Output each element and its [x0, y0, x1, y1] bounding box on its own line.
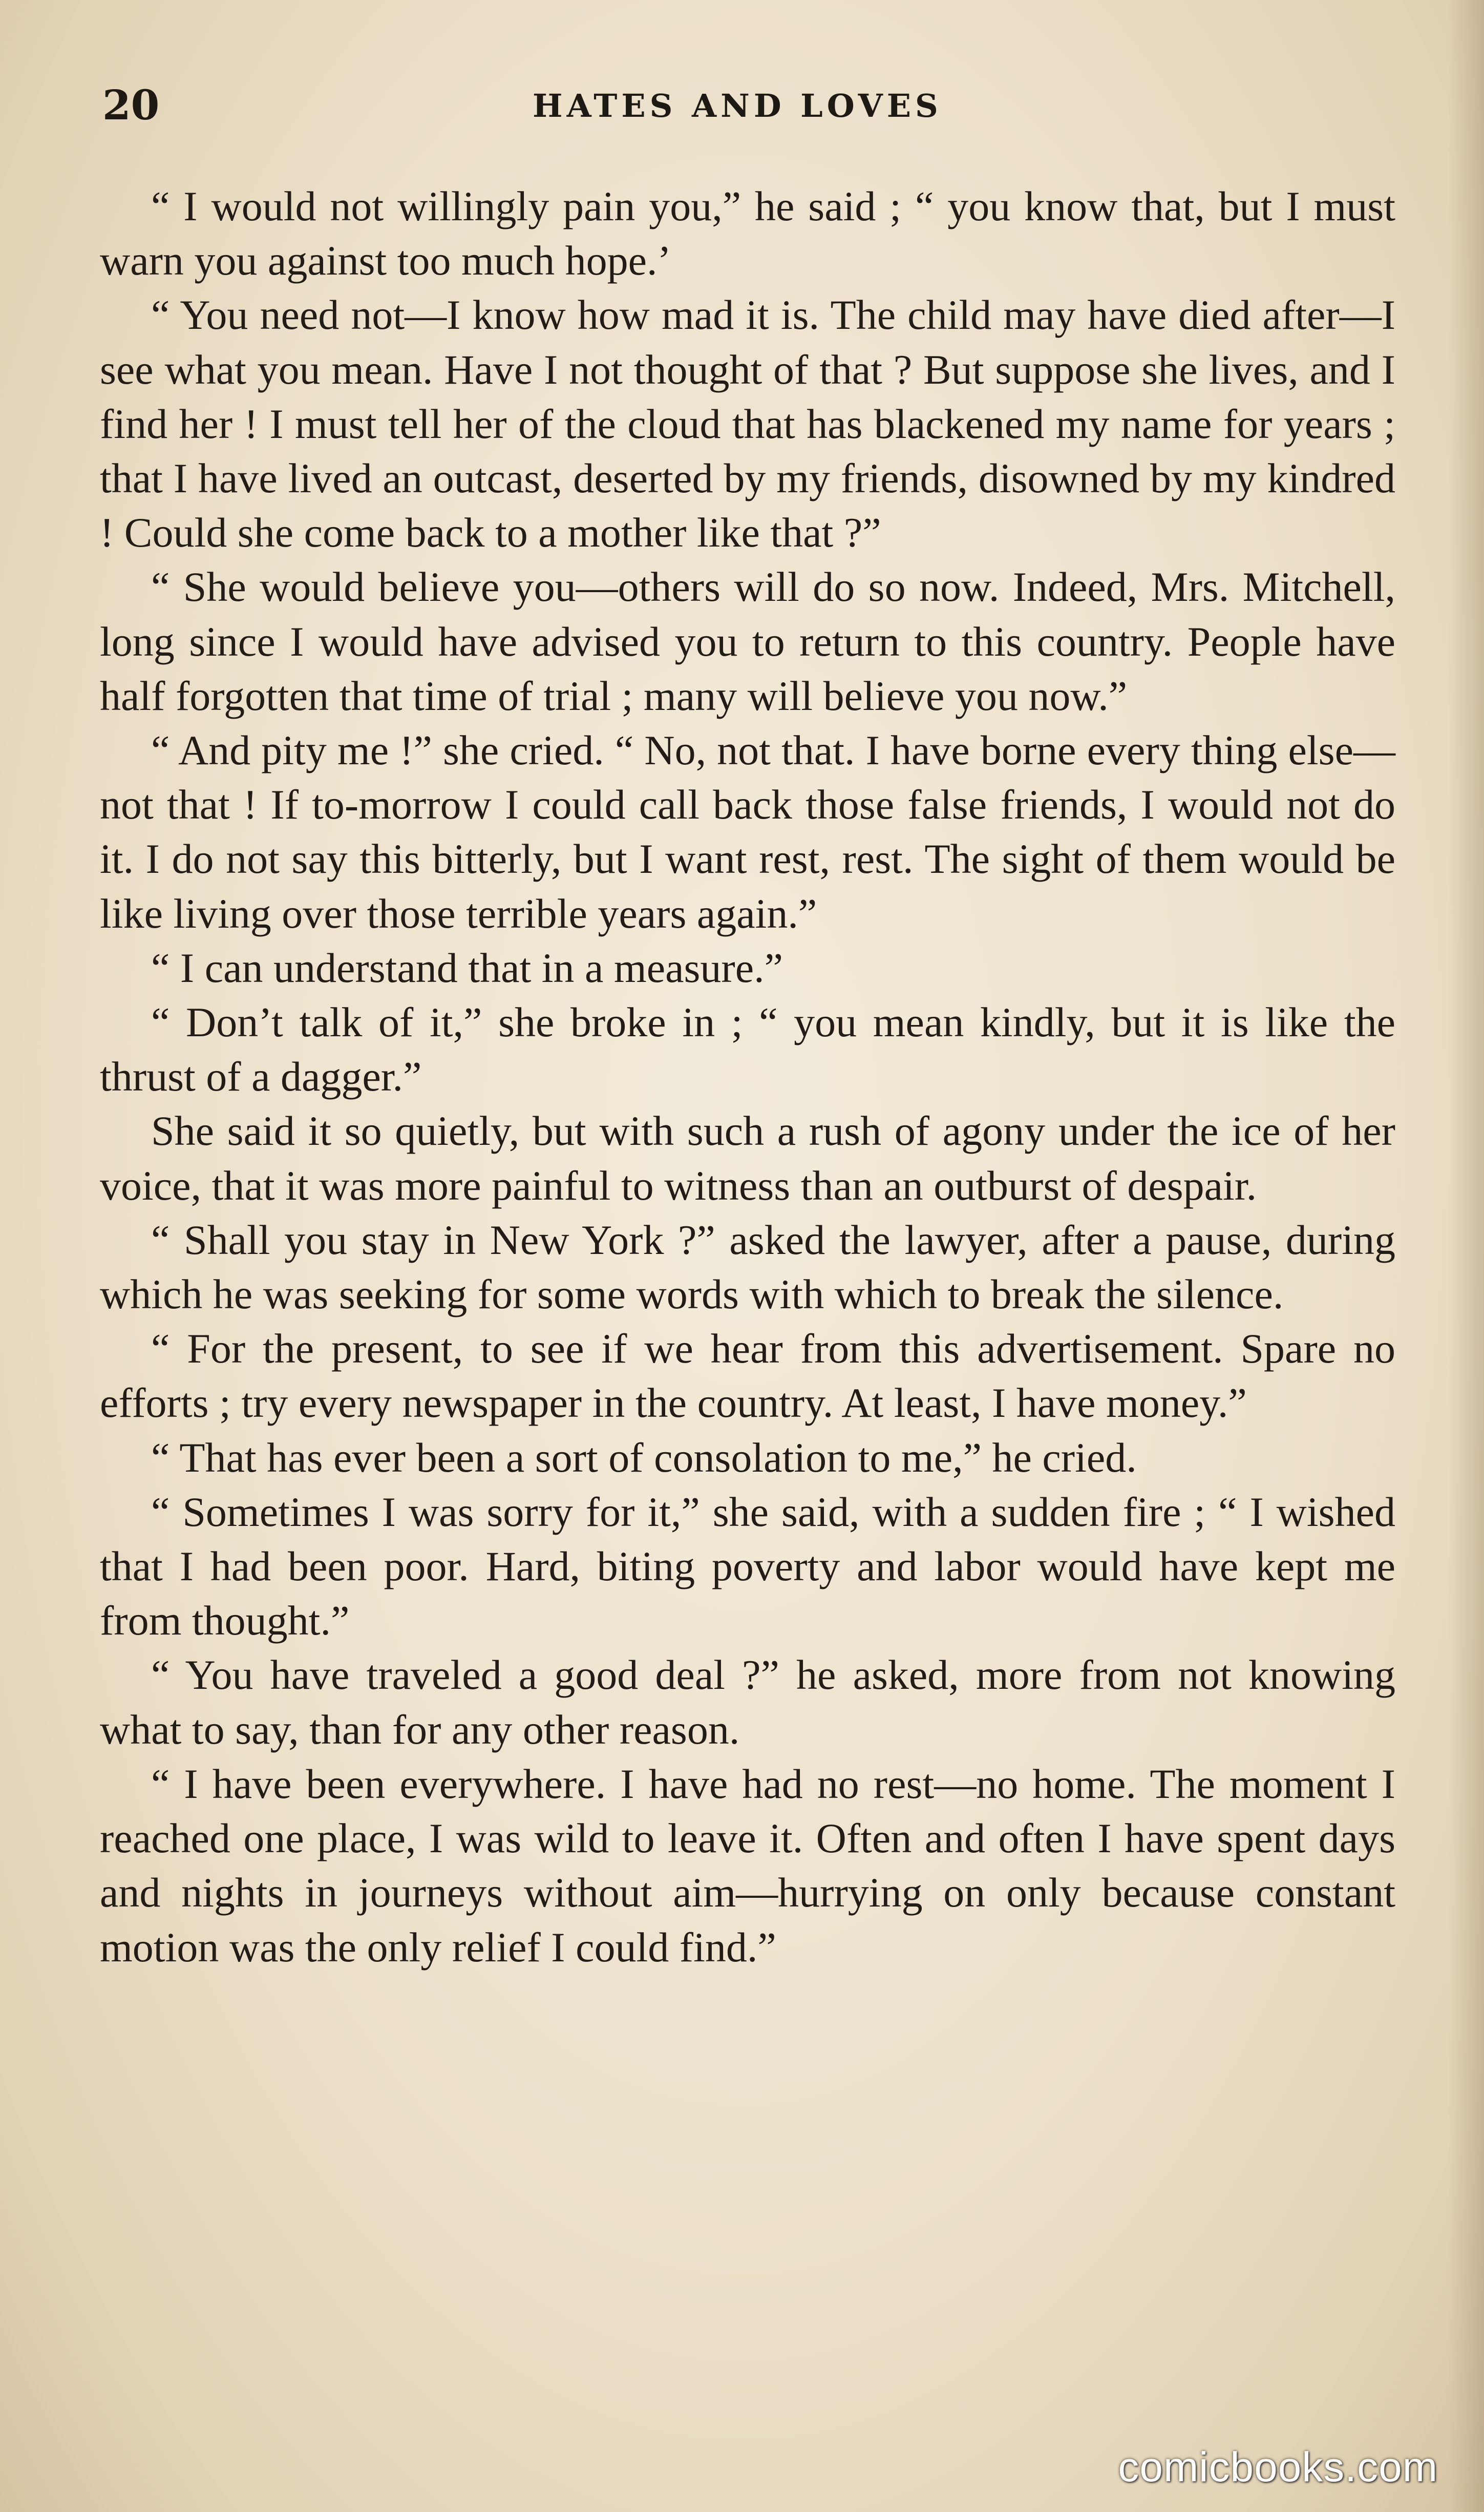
- page-edge-shadow: [1448, 0, 1484, 2512]
- paragraph: “ You have traveled a good deal ?” he asked, more from not knowing what to say, than for any other reason.: [100, 1651, 1395, 1753]
- body-text: [100, 179, 1395, 1975]
- paragraph: “ I can understand that in a measure.”: [151, 944, 783, 991]
- paragraph: “ You need not—I know how mad it is. The child may have died after—I see what you mean. Have I not thought of that ? But suppose she lives, and I find her ! I must tell her of the cloud that has blackened my name for years ; that I have lived an outcast, deserted by my friends, disowned by my kindred ! Could she come back to a mother like that ?”: [100, 291, 1395, 556]
- paragraph: “ I would not willingly pain you,” he said ; “ you know that, but I must warn you against too much hope.’: [100, 183, 1395, 284]
- paragraph: “ That has ever been a sort of consolation to me,” he cried.: [151, 1434, 1137, 1481]
- watermark: comicbooks.com: [1118, 2444, 1438, 2490]
- paragraph: “ Don’t talk of it,” she broke in ; “ you mean kindly, but it is like the thrust of a dagger.”: [100, 999, 1395, 1100]
- paragraph: “ Shall you stay in New York ?” asked the lawyer, after a pause, during which he was seeking for some words with which to break the silence.: [100, 1216, 1395, 1318]
- running-title: HATES AND LOVES: [533, 87, 942, 124]
- paragraph: “ Sometimes I was sorry for it,” she said, with a sudden fire ; “ I wished that I had been poor. Hard, biting poverty and labor would have kept me from thought.”: [100, 1488, 1395, 1644]
- page-number: 20: [102, 81, 160, 129]
- paragraph: She said it so quietly, but with such a rush of agony under the ice of her voice, that it was more painful to witness than an outburst of despair.: [100, 1107, 1395, 1209]
- paragraph: “ And pity me !” she cried. “ No, not that. I have borne every thing else—not that ! If to-morrow I could call back those false friends, I would not do it. I do not say this bitterly, but I want rest, rest. The sight of them would be like living over those terrible years again.”: [100, 727, 1395, 937]
- paragraph: “ For the present, to see if we hear from this advertisement. Spare no efforts ; try every newspaper in the country. At least, I have money.”: [100, 1325, 1395, 1427]
- running-head: [0, 77, 1484, 138]
- paragraph: “ She would believe you—others will do so now. Indeed, Mrs. Mitchell, long since I would have advised you to return to this country. People have half forgotten that time of trial ; many will believe you now.”: [100, 563, 1395, 719]
- paragraph: “ I have been everywhere. I have had no rest—no home. The moment I reached one place, I was wild to leave it. Often and often I have spent days and nights in journeys without aim—hurrying on only because constant motion was the only relief I could find.”: [100, 1760, 1395, 1971]
